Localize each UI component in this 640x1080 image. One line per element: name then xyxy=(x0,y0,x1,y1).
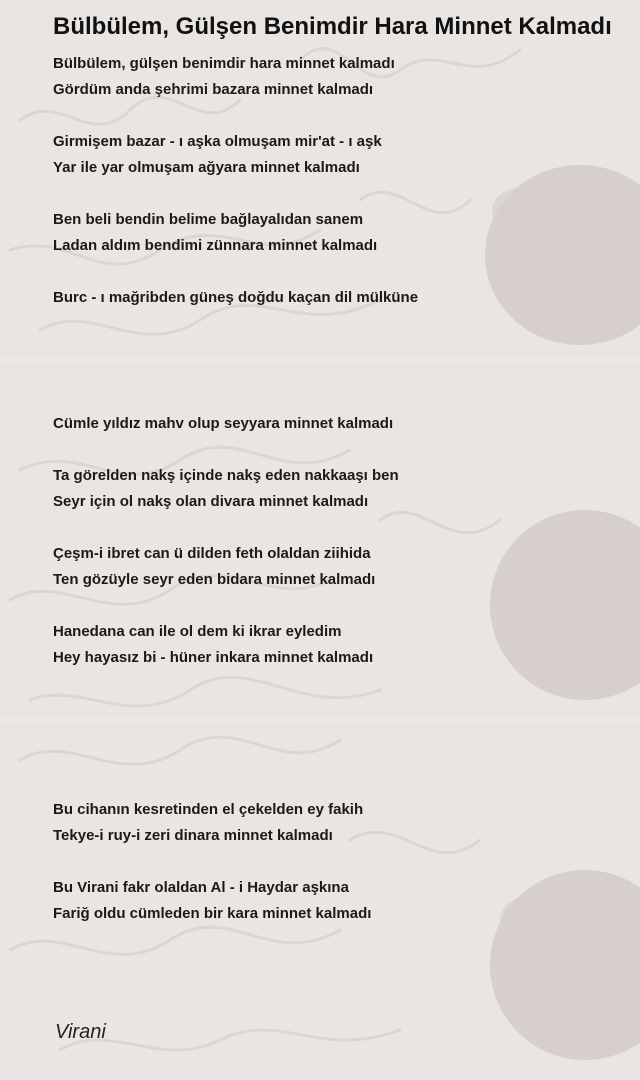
poem-line: Burc - ı mağribden güneş doğdu kaçan dil mülküne xyxy=(53,289,419,306)
poem-line: Tekye-i ruy-i zeri dinara minnet kalmadı xyxy=(53,827,333,844)
poem-line: Girmişem bazar - ı aşka olmuşam mir'at - ı aşk xyxy=(53,133,382,150)
poem-line: Bülbülem, gülşen benimdir hara minnet kalmadı xyxy=(53,55,395,72)
poem-line: Hey hayasız bi - hüner inkara minnet kalmadı xyxy=(53,649,374,666)
poem-line: Ten gözüyle seyr eden bidara minnet kalmadı xyxy=(53,571,376,588)
poem-line: Ta görelden nakş içinde nakş eden nakkaaşı ben xyxy=(53,467,399,484)
poem-line: Ladan aldım bendimi zünnara minnet kalmadı xyxy=(53,237,378,254)
poem-line: Ben beli bendin belime bağlayalıdan sanem xyxy=(53,211,364,228)
poem-title: Bülbülem, Gülşen Benimdir Hara Minnet Kalmadı xyxy=(53,13,612,40)
poem-line: Bu Virani fakr olaldan Al - i Haydar aşkına xyxy=(53,879,349,896)
poem-line: Fariğ oldu cümleden bir kara minnet kalmadı xyxy=(53,905,372,922)
poem-line: Yar ile yar olmuşam ağyara minnet kalmadı xyxy=(53,159,360,176)
poem-line: Seyr için ol nakş olan divara minnet kalmadı xyxy=(53,493,369,510)
poem-line: Hanedana can ile ol dem ki ikrar eyledim xyxy=(53,623,342,640)
poem-line: Bu cihanın kesretinden el çekelden ey fakih xyxy=(53,801,364,818)
poem-line: Cümle yıldız mahv olup seyyara minnet kalmadı xyxy=(53,415,394,432)
poem-line: Gördüm anda şehrimi bazara minnet kalmadı xyxy=(53,81,374,98)
poem-line: Çeşm-i ibret can ü dilden feth olaldan ziihida xyxy=(53,545,371,562)
poem-author: Virani xyxy=(55,1021,106,1043)
